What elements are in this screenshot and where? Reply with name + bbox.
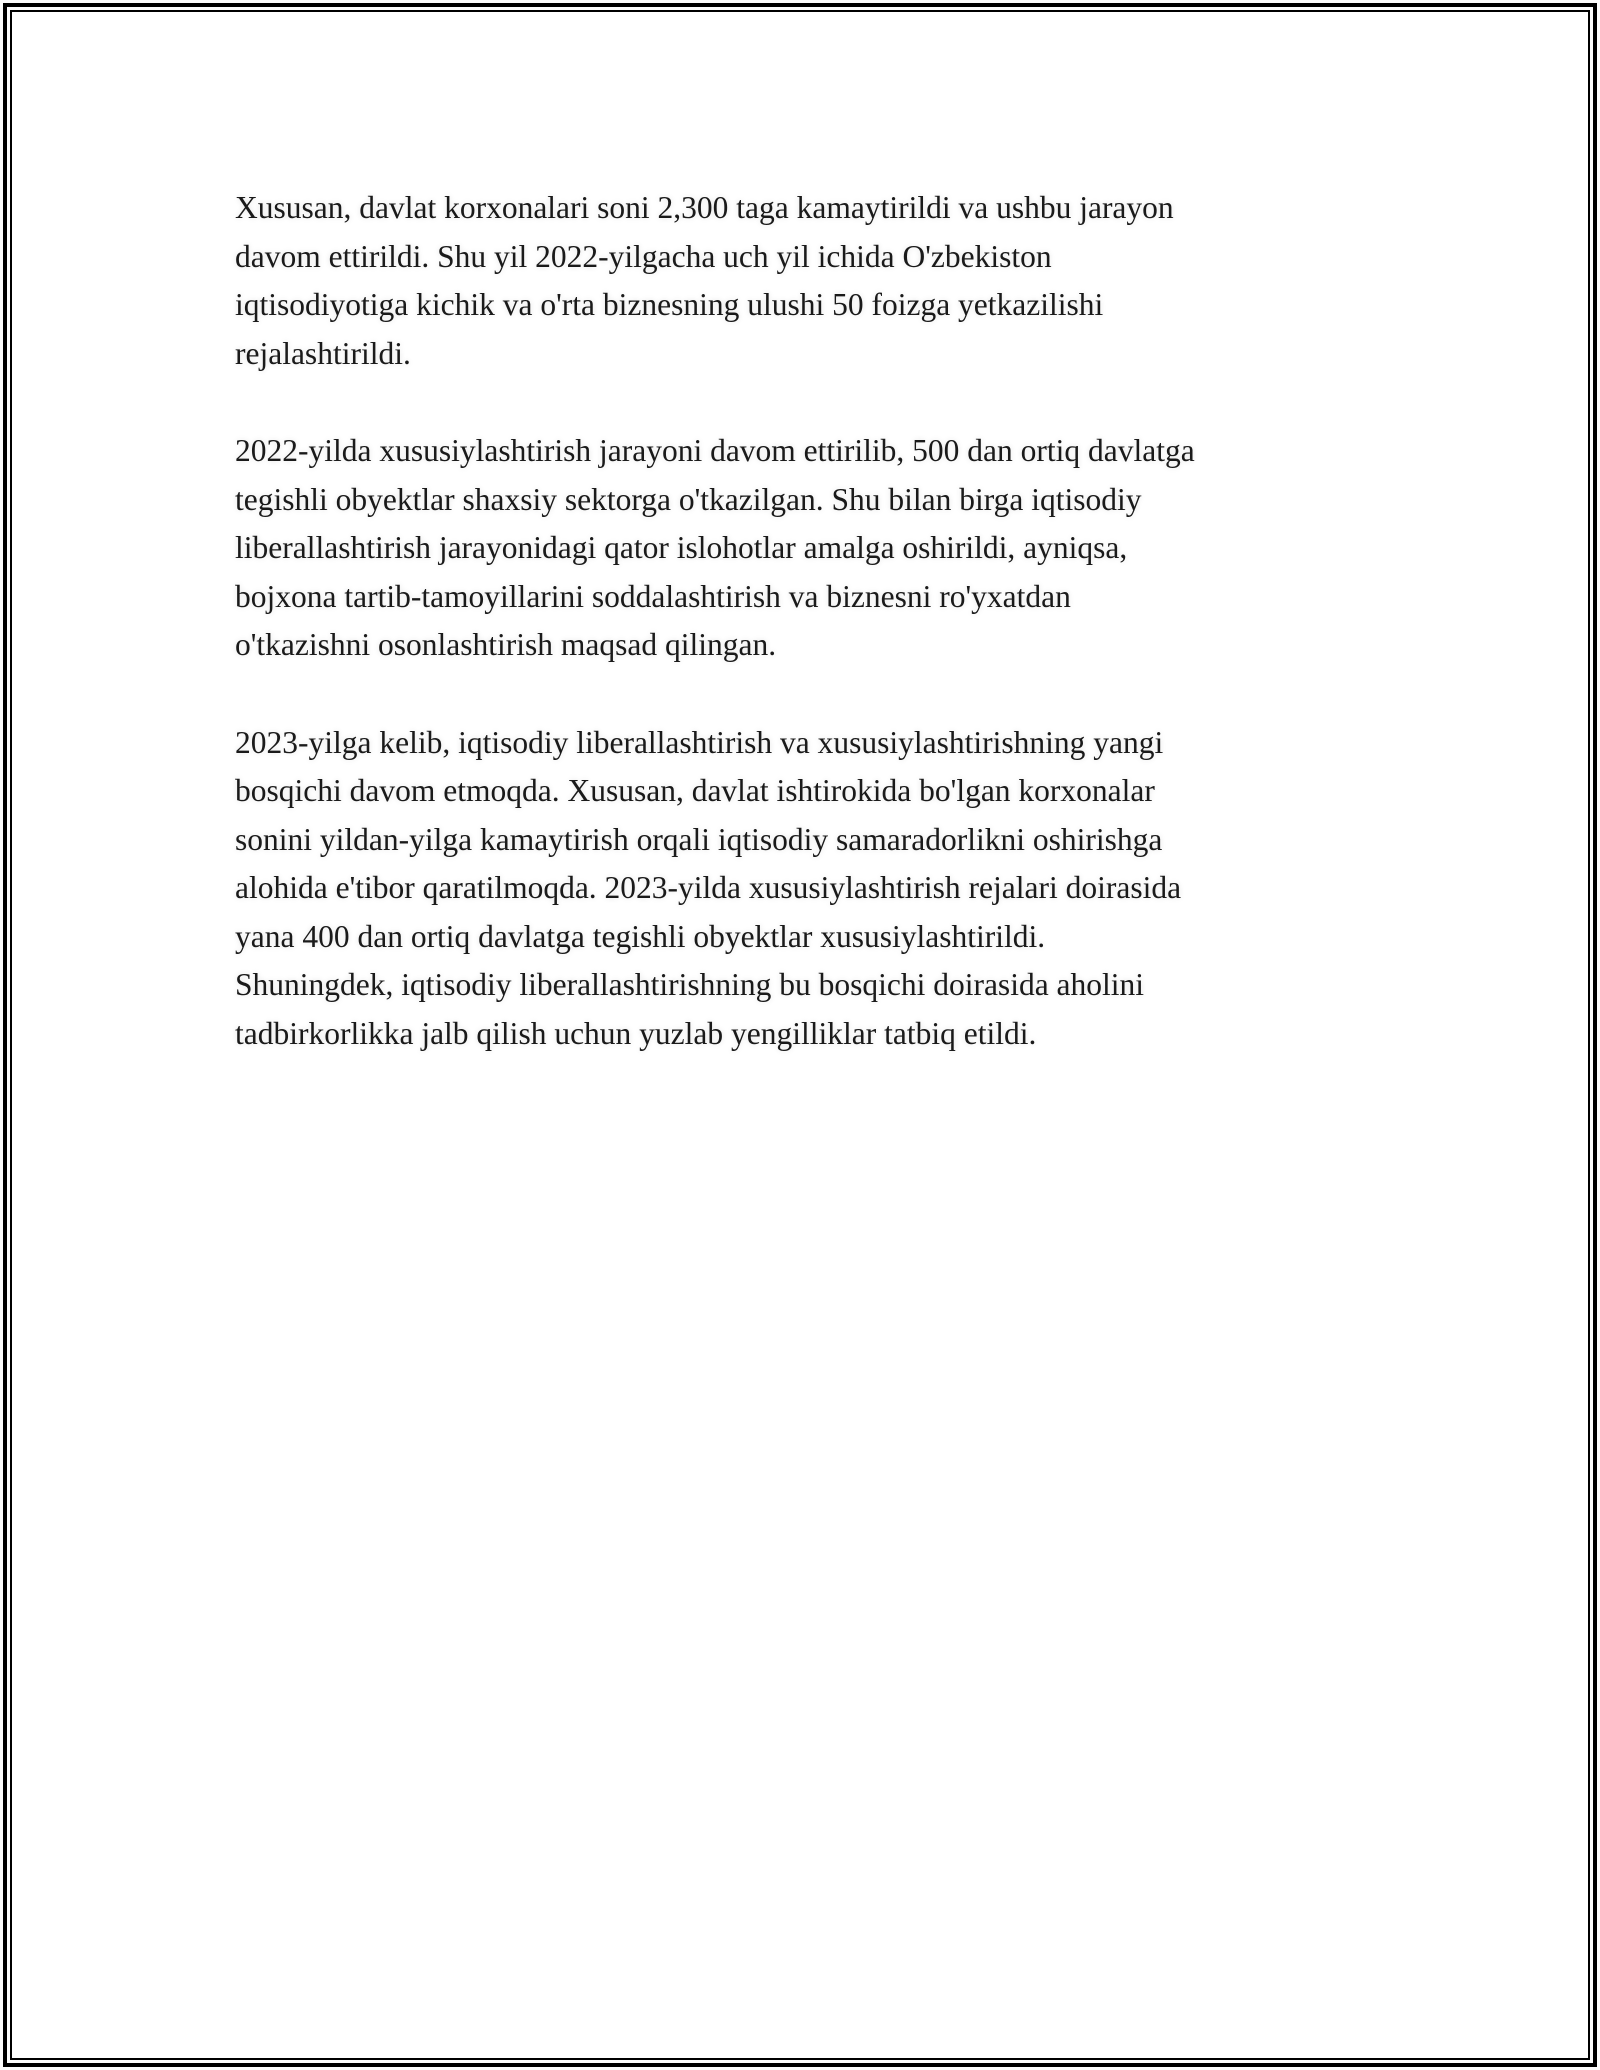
document-body [235, 184, 1375, 1107]
paragraph-3 [235, 719, 1375, 1059]
text-line: iqtisodiyotiga kichik va o'rta biznesning ulushi 50 foizga yetkazilishi [235, 287, 1104, 322]
text-line: alohida e'tibor qaratilmoqda. 2023-yilda xususiylashtirish rejalari doirasida [235, 870, 1182, 905]
text-line: bosqichi davom etmoqda. Xususan, davlat ishtirokida bo'lgan korxonalar [235, 773, 1155, 808]
text-line: o'tkazishni osonlashtirish maqsad qilingan. [235, 627, 777, 662]
text-line: Xususan, davlat korxonalari soni 2,300 taga kamaytirildi va ushbu jarayon [235, 190, 1174, 225]
text-line: Shuningdek, iqtisodiy liberallashtirishning bu bosqichi doirasida aholini [235, 967, 1145, 1002]
text-line: liberallashtirish jarayonidagi qator islohotlar amalga oshirildi, ayniqsa, [235, 530, 1128, 565]
paragraph-2 [235, 427, 1375, 670]
text-line: yana 400 dan ortiq davlatga tegishli obyektlar xususiylashtirildi. [235, 918, 1046, 954]
text-line: sonini yildan-yilga kamaytirish orqali iqtisodiy samaradorlikni oshirishga [235, 821, 1163, 857]
text-line: rejalashtirildi. [235, 335, 411, 371]
text-line: 2022-yilda xususiylashtirish jarayoni davom ettirilib, 500 dan ortiq davlatga [235, 433, 1195, 468]
text-line: bojxona tartib-tamoyillarini soddalashtirish va biznesni ro'yxatdan [235, 578, 1071, 614]
text-line: tadbirkorlikka jalb qilish uchun yuzlab yengilliklar tatbiq etildi. [235, 1015, 1037, 1051]
text-line: tegishli obyektlar shaxsiy sektorga o'tkazilgan. Shu bilan birga iqtisodiy [235, 481, 1142, 517]
paragraph-1 [235, 184, 1375, 378]
text-line: 2023-yilga kelib, iqtisodiy liberallashtirish va xususiylashtirishning yangi [235, 724, 1164, 760]
text-line: davom ettirildi. Shu yil 2022-yilgacha uch yil ichida O'zbekiston [235, 238, 1052, 274]
